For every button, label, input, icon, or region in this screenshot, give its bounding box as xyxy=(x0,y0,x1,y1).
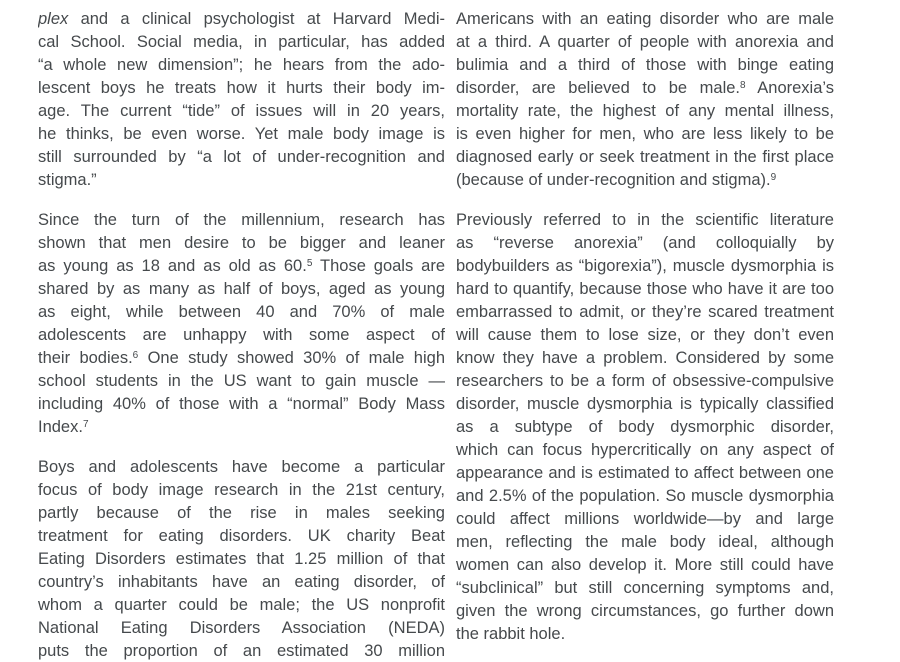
text-segment: know they have a problem. Considered by some xyxy=(456,349,834,367)
text-line xyxy=(38,617,445,640)
text-segment: shown that men desire to be bigger and leaner xyxy=(38,234,445,252)
text-line xyxy=(456,146,834,169)
text-line xyxy=(456,393,834,416)
text-line xyxy=(456,123,834,146)
text-line xyxy=(456,439,834,462)
text-line xyxy=(456,577,834,600)
text-line xyxy=(38,123,445,146)
text-segment: Since the turn of the millennium, research has xyxy=(38,211,445,229)
text-line xyxy=(38,169,445,192)
paragraph xyxy=(38,456,445,662)
text-segment: given the wrong circumstances, go further down xyxy=(456,602,834,620)
text-segment: treatment for eating disorders. UK charity Beat xyxy=(38,527,445,545)
text-segment: men, reflecting the male body ideal, although xyxy=(456,533,834,551)
text-segment: Index. xyxy=(38,418,83,436)
text-line xyxy=(456,485,834,508)
text-segment: including 40% of those with a “normal” Body Mass xyxy=(38,395,445,413)
text-line xyxy=(456,255,834,278)
text-column-left xyxy=(38,8,445,662)
text-line xyxy=(38,370,445,393)
text-line xyxy=(38,324,445,347)
text-segment: as a subtype of body dysmorphic disorder, xyxy=(456,418,834,436)
text-segment: school students in the US want to gain muscle — xyxy=(38,372,445,390)
text-segment: Anorexia’s xyxy=(745,79,834,97)
text-line xyxy=(456,600,834,623)
text-segment: One study showed 30% of male high xyxy=(138,349,445,367)
text-segment: Previously referred to in the scientific literature xyxy=(456,211,834,229)
text-line xyxy=(38,8,445,31)
text-segment: age. The current “tide” of issues will in 20 years, xyxy=(38,102,445,120)
text-segment: bulimia and a third of those with binge eating xyxy=(456,56,834,74)
text-segment: Those goals are xyxy=(312,257,445,275)
text-segment: and 2.5% of the population. So muscle dysmorphia xyxy=(456,487,834,505)
text-segment: as “reverse anorexia” (and colloquially by xyxy=(456,234,834,252)
text-segment: mortality rate, the highest of any mental illness, xyxy=(456,102,834,120)
text-segment: and a clinical psychologist at Harvard Medi- xyxy=(68,10,445,28)
text-segment: the rabbit hole. xyxy=(456,625,566,643)
text-line xyxy=(456,77,834,100)
paragraph xyxy=(456,8,834,192)
text-line xyxy=(38,278,445,301)
text-line xyxy=(38,31,445,54)
text-line xyxy=(456,347,834,370)
text-line xyxy=(38,347,445,370)
text-segment: he thinks, be even worse. Yet male body image is xyxy=(38,125,445,143)
text-segment: “a whole new dimension”; he hears from the ado- xyxy=(38,56,445,74)
text-segment: disorder, muscle dysmorphia is typically classified xyxy=(456,395,834,413)
text-line xyxy=(38,232,445,255)
footnote-marker: 6 xyxy=(132,350,139,361)
text-line xyxy=(38,209,445,232)
text-line xyxy=(456,100,834,123)
text-line xyxy=(456,169,834,192)
text-line xyxy=(38,146,445,169)
text-line xyxy=(38,456,445,479)
text-segment: (because of under-recognition and stigma). xyxy=(456,171,771,189)
text-line xyxy=(38,502,445,525)
text-segment: hard to quantify, because those who have it are too xyxy=(456,280,834,298)
text-line xyxy=(38,393,445,416)
text-line xyxy=(456,370,834,393)
text-segment: disorder, are believed to be male. xyxy=(456,79,741,97)
text-line xyxy=(38,548,445,571)
text-line xyxy=(456,554,834,577)
text-line xyxy=(456,324,834,347)
text-segment: as eight, while between 40 and 70% of male xyxy=(38,303,445,321)
text-segment: will cause them to lose size, or they don’t even xyxy=(456,326,834,344)
text-segment: at a third. A quarter of people with anorexia and xyxy=(456,33,834,51)
text-line xyxy=(38,77,445,100)
text-line xyxy=(456,31,834,54)
footnote-marker: 8 xyxy=(740,80,746,91)
text-segment: appearance and is estimated to affect between one xyxy=(456,464,834,482)
text-segment: whom a quarter could be male; the US nonprofit xyxy=(38,596,445,614)
text-line xyxy=(456,301,834,324)
text-segment: as young as 18 and as old as 60. xyxy=(38,257,307,275)
text-line xyxy=(456,209,834,232)
footnote-marker: 7 xyxy=(82,419,89,430)
text-segment: diagnosed early or seek treatment in the first place xyxy=(456,148,834,166)
text-segment: Boys and adolescents have become a particular xyxy=(38,458,445,476)
text-column-right xyxy=(456,8,834,662)
text-segment: country’s inhabitants have an eating disorder, of xyxy=(38,573,445,591)
paragraph xyxy=(38,209,445,439)
text-line xyxy=(38,100,445,123)
footnote-marker: 9 xyxy=(770,172,777,183)
footnote-marker: 5 xyxy=(306,258,313,269)
text-segment: women can also develop it. More still could have xyxy=(456,556,834,574)
text-line xyxy=(38,301,445,324)
text-segment: Americans with an eating disorder who are male xyxy=(456,10,834,28)
text-line xyxy=(456,54,834,77)
text-segment: is even higher for men, who are less likely to be xyxy=(456,125,834,143)
text-line xyxy=(456,462,834,485)
text-line xyxy=(38,416,445,439)
text-line xyxy=(456,8,834,31)
text-segment: embarrassed to admit, or they’re scared treatment xyxy=(456,303,834,321)
text-segment: puts the proportion of an estimated 30 million xyxy=(38,642,445,660)
text-segment: Eating Disorders estimates that 1.25 million of that xyxy=(38,550,445,568)
text-segment: National Eating Disorders Association (NEDA) xyxy=(38,619,445,637)
text-segment: “subclinical” but still concerning symptoms and, xyxy=(456,579,834,597)
text-segment: shared by as many as half of boys, aged as young xyxy=(38,280,445,298)
text-line xyxy=(456,232,834,255)
text-segment: still surrounded by “a lot of under-recognition and xyxy=(38,148,445,166)
text-segment: stigma.” xyxy=(38,171,97,189)
text-line xyxy=(456,531,834,554)
text-line xyxy=(38,525,445,548)
text-line xyxy=(38,255,445,278)
text-line xyxy=(38,479,445,502)
text-line xyxy=(456,416,834,439)
text-line xyxy=(38,571,445,594)
text-line xyxy=(456,508,834,531)
text-segment: lescent boys he treats how it hurts their body im- xyxy=(38,79,445,97)
text-segment: partly because of the rise in males seeking xyxy=(38,504,445,522)
text-segment: researchers to be a form of obsessive-compulsive xyxy=(456,372,834,390)
text-line xyxy=(456,278,834,301)
text-segment: plex xyxy=(38,10,69,28)
text-segment: which can focus hypercritically on any aspect of xyxy=(456,441,834,459)
text-segment: adolescents are unhappy with some aspect of xyxy=(38,326,445,344)
text-line xyxy=(456,623,834,646)
paragraph xyxy=(456,209,834,646)
text-line xyxy=(38,594,445,617)
text-segment: bodybuilders as “bigorexia”), muscle dysmorphia is xyxy=(456,257,834,275)
text-segment: cal School. Social media, in particular, has added xyxy=(38,33,445,51)
text-segment: could affect millions worldwide—by and large xyxy=(456,510,834,528)
text-line xyxy=(38,640,445,662)
text-segment: their bodies. xyxy=(38,349,133,367)
paragraph xyxy=(38,8,445,192)
text-line xyxy=(38,54,445,77)
text-segment: focus of body image research in the 21st century, xyxy=(38,481,445,499)
